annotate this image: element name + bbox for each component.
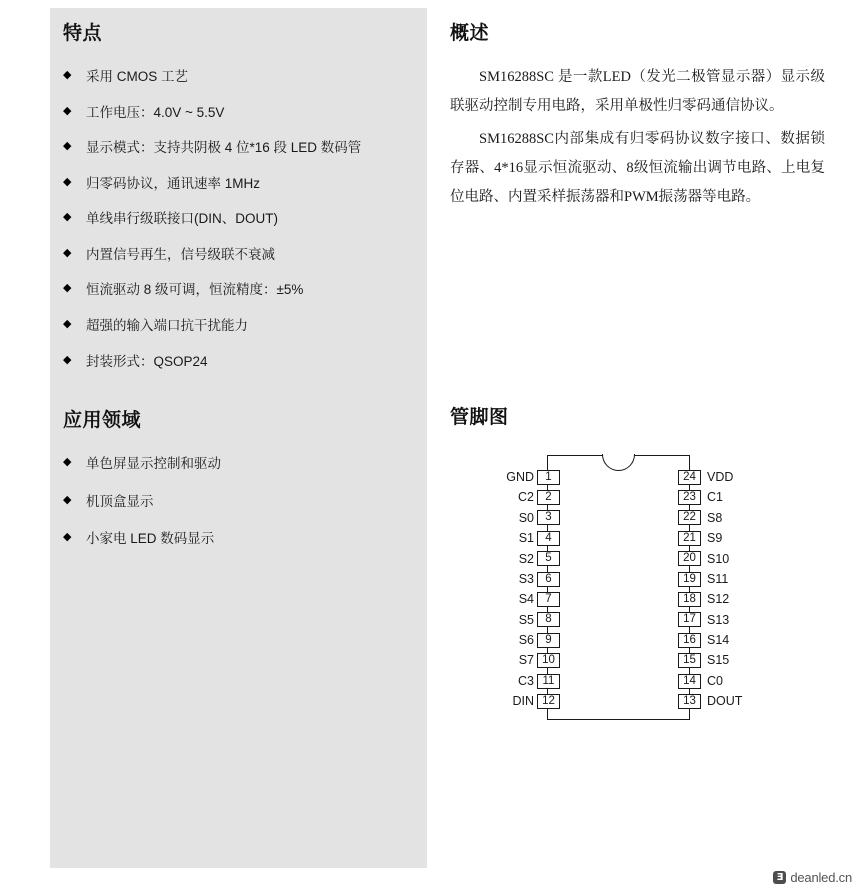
pin-label: S7 xyxy=(518,653,534,668)
applications-section xyxy=(63,405,418,567)
list-item-label: 内置信号再生，信号级联不衰减 xyxy=(86,246,275,262)
diamond-bullet-icon: ◆ xyxy=(63,493,72,506)
pin-row xyxy=(450,508,560,528)
pin-row xyxy=(450,569,560,589)
pin-row xyxy=(450,630,560,650)
list-item xyxy=(63,454,418,474)
pin-number: 20 xyxy=(678,551,701,566)
pin-number: 23 xyxy=(678,490,701,505)
pin-number: 5 xyxy=(537,551,560,566)
list-item-label: 单线串行级联接口(DIN、DOUT) xyxy=(86,211,278,227)
pin-label: DOUT xyxy=(707,694,743,709)
pin-number: 9 xyxy=(537,633,560,648)
diamond-bullet-icon: ◆ xyxy=(63,211,72,224)
list-item xyxy=(63,67,418,87)
pin-label: S13 xyxy=(707,612,730,627)
pin-number: 15 xyxy=(678,653,701,668)
pin-number: 14 xyxy=(678,674,701,689)
list-item-label: 机顶盒显示 xyxy=(86,493,154,509)
pin-label: S2 xyxy=(518,551,534,566)
right-pin-column xyxy=(678,467,828,712)
pin-number: 17 xyxy=(678,612,701,627)
diamond-bullet-icon: ◆ xyxy=(63,531,72,544)
features-list xyxy=(63,67,418,371)
list-item-label: 单色屏显示控制和驱动 xyxy=(86,456,221,471)
pin-label: S0 xyxy=(518,510,534,525)
diamond-bullet-icon: ◆ xyxy=(63,317,72,330)
list-item-label: 小家电 LED 数码显示 xyxy=(86,531,215,547)
list-item xyxy=(63,245,418,265)
pin-label: C0 xyxy=(707,673,723,688)
pin-number: 3 xyxy=(537,510,560,525)
pin-number: 21 xyxy=(678,531,701,546)
list-item xyxy=(63,174,418,194)
diamond-bullet-icon: ◆ xyxy=(63,353,72,366)
list-item xyxy=(63,492,418,512)
chip-body-outline xyxy=(547,455,690,720)
pin-label: S6 xyxy=(518,633,534,648)
pin-number: 19 xyxy=(678,572,701,587)
list-item xyxy=(63,103,418,123)
pin-label: S3 xyxy=(518,571,534,586)
pin-diagram xyxy=(450,447,840,737)
pin-number: 7 xyxy=(537,592,560,607)
pin-label: S4 xyxy=(518,592,534,607)
pin-row xyxy=(450,589,560,609)
diamond-bullet-icon: ◆ xyxy=(63,246,72,259)
list-item xyxy=(63,352,418,372)
pin-row xyxy=(678,487,828,507)
pin-label: C2 xyxy=(518,490,534,505)
pin-row xyxy=(450,549,560,569)
pin-row xyxy=(450,528,560,548)
pin-number: 12 xyxy=(537,694,560,709)
pin-label: S12 xyxy=(707,592,730,607)
pin-label: S10 xyxy=(707,551,730,566)
pin-label: S1 xyxy=(518,531,534,546)
diamond-bullet-icon: ◆ xyxy=(63,175,72,188)
list-item-label: 采用 CMOS 工艺 xyxy=(86,69,189,84)
pin-label: S8 xyxy=(707,510,723,525)
pin-label: S9 xyxy=(707,531,723,546)
overview-paragraph: SM16288SC 是一款LED（发光二极管显示器）显示级联驱动控制专用电路，采用单极性归零码通信协议。 xyxy=(450,69,825,114)
diamond-bullet-icon: ◆ xyxy=(63,456,72,468)
features-section xyxy=(63,18,418,387)
pin-number: 24 xyxy=(678,470,701,485)
pin-label: C3 xyxy=(518,673,534,688)
applications-list xyxy=(63,454,418,549)
pin-label: S14 xyxy=(707,633,730,648)
overview-section xyxy=(450,18,825,216)
pin-row xyxy=(678,508,828,528)
pin-number: 4 xyxy=(537,531,560,546)
pin-label: S5 xyxy=(518,612,534,627)
pin-row xyxy=(678,467,828,487)
pin-label: DIN xyxy=(512,694,534,709)
pin-label: VDD xyxy=(707,469,734,484)
pin-row xyxy=(450,487,560,507)
pin-row xyxy=(450,671,560,691)
pin-row xyxy=(450,610,560,630)
pin-row xyxy=(450,467,560,487)
pin-row xyxy=(678,630,828,650)
pin-number: 6 xyxy=(537,572,560,587)
pin-row xyxy=(678,549,828,569)
pin-row xyxy=(678,691,828,711)
pin-number: 22 xyxy=(678,510,701,525)
pin-label: C1 xyxy=(707,490,723,505)
list-item-label: 恒流驱动 8 级可调，恒流精度：±5% xyxy=(86,282,304,298)
pin-number: 11 xyxy=(537,674,560,689)
applications-heading: 应用领域 xyxy=(63,410,142,431)
pin-row xyxy=(678,569,828,589)
deanled-logo-icon: Ǝ xyxy=(773,871,786,884)
pin-number: 18 xyxy=(678,592,701,607)
pin-row xyxy=(678,589,828,609)
list-item xyxy=(63,280,418,300)
pin-row xyxy=(678,528,828,548)
list-item-label: 封装形式：QSOP24 xyxy=(86,353,208,369)
pinout-heading: 管脚图 xyxy=(450,407,509,428)
list-item xyxy=(63,316,418,336)
pin-number: 16 xyxy=(678,633,701,648)
pin-row xyxy=(450,691,560,711)
pin-label: S15 xyxy=(707,653,730,668)
pin-number: 8 xyxy=(537,612,560,627)
diamond-bullet-icon: ◆ xyxy=(63,69,72,81)
features-heading: 特点 xyxy=(63,23,103,44)
list-item xyxy=(63,138,418,158)
pin-number: 10 xyxy=(537,653,560,668)
list-item xyxy=(63,209,418,229)
diamond-bullet-icon: ◆ xyxy=(63,140,72,153)
watermark xyxy=(773,870,852,885)
list-item-label: 工作电压：4.0V ~ 5.5V xyxy=(86,104,225,120)
pin-label: GND xyxy=(506,469,534,484)
left-pin-column xyxy=(450,467,560,712)
overview-heading: 概述 xyxy=(450,23,490,44)
pinout-section xyxy=(450,402,840,737)
pin-number: 1 xyxy=(537,470,560,485)
pin-row xyxy=(678,651,828,671)
pin-label: S11 xyxy=(707,571,729,586)
diamond-bullet-icon: ◆ xyxy=(63,282,72,295)
diamond-bullet-icon: ◆ xyxy=(63,104,72,117)
pin-row xyxy=(678,610,828,630)
pin-number: 13 xyxy=(678,694,701,709)
overview-paragraph: SM16288SC内部集成有归零码协议数字接口、数据锁存器、4*16显示恒流驱动、8级恒流输出调节电路、上电复位电路、内置采样振荡器和PWM振荡器等电路。 xyxy=(450,131,825,205)
list-item-label: 超强的输入端口抗干扰能力 xyxy=(86,317,248,333)
watermark-label: deanled.cn xyxy=(790,870,852,885)
list-item-label: 显示模式：支持共阴极 4 位*16 段 LED 数码管 xyxy=(86,140,362,156)
list-item-label: 归零码协议，通讯速率 1MHz xyxy=(86,175,261,191)
list-item xyxy=(63,529,418,549)
pin-number: 2 xyxy=(537,490,560,505)
pin-row xyxy=(678,671,828,691)
pin-row xyxy=(450,651,560,671)
